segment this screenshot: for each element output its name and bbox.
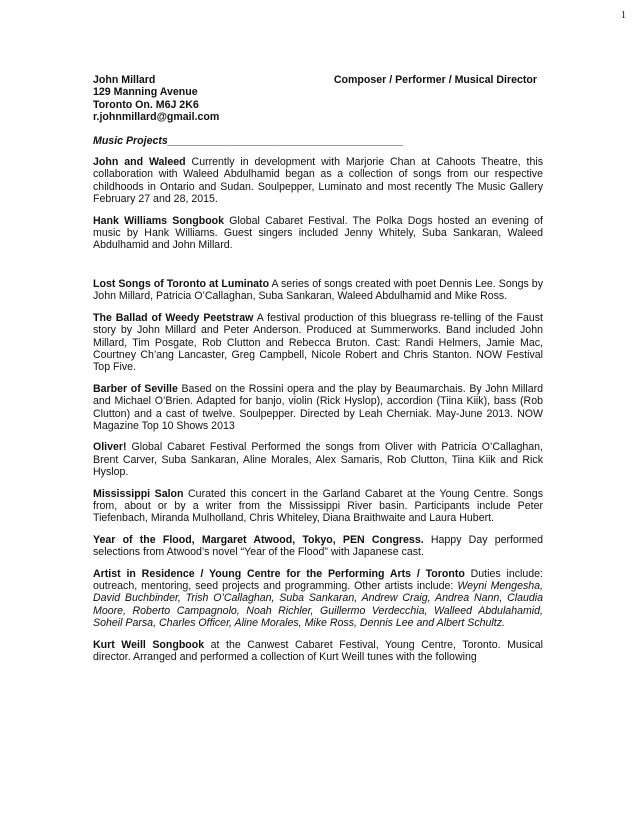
entry-hank-williams bbox=[93, 215, 543, 252]
entry-text: Global Cabaret Festival. The Polka Dogs hosted an evening of music by Hank Williams. Guest singers included Jenny Whitely, Suba Sankaran, Waleed Abdulhamid and John Millard. bbox=[93, 214, 543, 252]
address-line-2: Toronto On. M6J 2K6 bbox=[93, 98, 199, 111]
entry-mississippi-salon bbox=[93, 488, 543, 525]
entry-barber-of-seville bbox=[93, 383, 543, 433]
entry-text: Happy Day performed selections from Atwood’s novel “Year of the Flood” with Japanese cast. bbox=[93, 533, 543, 559]
email: r.johnmillard@gmail.com bbox=[93, 111, 220, 124]
entry-text: Global Cabaret Festival Performed the songs from Oliver with Patricia O’Callaghan, Brent Carver, Suba Sankaran, Aline Morales, Alex Samaris, Rob Clutton, Tiina Kiik and Rick Hyslop. bbox=[93, 441, 543, 479]
entry-title: Year of the Flood, Margaret Atwood, Tokyo, PEN Congress. bbox=[93, 533, 424, 546]
entry-text: at the Canwest Cabaret Festival, Young Centre, Toronto. Musical director. Arranged and performed a collection of Kurt Weill tunes with the following bbox=[93, 638, 543, 664]
entry-kurt-weill bbox=[93, 639, 543, 664]
entry-title: The Ballad of Weedy Peetstraw bbox=[93, 311, 254, 324]
entry-text: Based on the Rossini opera and the play by Beaumarchais. By John Millard and Michael O’Brien. Adapted for banjo, violin (Rick Hyslop), accordion (Tiina Kiik), bass (Rob Clutton) and a cast of twelve. Soulpepper. Directed by Leah Cherniak. May-June 2013. NOW Magazine Top 10 Shows 2013 bbox=[93, 382, 544, 432]
resume-body bbox=[93, 74, 543, 663]
entry-text: Duties include: outreach, mentoring, seed projects and programming. Other artists include: bbox=[93, 567, 543, 592]
section-heading: Music Projects________________________________________ bbox=[93, 134, 404, 147]
entry-weedy-peetstraw bbox=[93, 312, 543, 374]
address-line-1: 129 Manning Avenue bbox=[93, 86, 198, 99]
author-name: John Millard bbox=[93, 74, 156, 86]
entry-title: Artist in Residence / Young Centre for the Performing Arts / Toronto bbox=[93, 567, 465, 580]
entry-lost-songs bbox=[93, 278, 543, 303]
entry-title: Oliver! bbox=[93, 441, 127, 454]
entry-title: Barber of Seville bbox=[93, 382, 178, 395]
entry-title: Kurt Weill Songbook bbox=[93, 638, 205, 651]
author-role: Composer / Performer / Musical Director bbox=[333, 74, 537, 86]
page-number: 1 bbox=[621, 10, 626, 21]
artist-names: Weyni Mengesha, David Buchbinder, Trish O’Callaghan, Suba Sankaran, Andrew Craig, Andrea Nann, Claudia Moore, Roberto Campagnolo, Noah Richler, Guillermo Verdecchia, Walleed Abdulahamid, Soheil Parsa, Charles Officer, Aline Morales, Mike Ross, Dennis Lee and Albert Schultz. bbox=[93, 580, 543, 630]
header-row bbox=[93, 74, 543, 86]
entry-title: John and Waleed bbox=[93, 156, 186, 169]
entry-title: Mississippi Salon bbox=[93, 487, 184, 500]
entry-title: Hank Williams Songbook bbox=[93, 214, 225, 227]
entry-artist-in-residence bbox=[93, 568, 543, 630]
entry-text: A series of songs created with poet Dennis Lee. Songs by John Millard, Patricia O’Callaghan, Suba Sankaran, Waleed Abdulhamid and Mike Ross. bbox=[93, 277, 543, 303]
entry-john-and-waleed bbox=[93, 156, 543, 206]
entry-text: Curated this concert in the Garland Cabaret at the Young Centre. Songs from, about or by a writer from the Mississippi River basin. Participants include Peter Tiefenbach, Miranda Mulholland, Chris Whiteley, Diana Braithwaite and Laura Hubert. bbox=[93, 487, 543, 525]
entry-text: A festival production of this bluegrass re-telling of the Faust story by John Millard and Peter Anderson. Produced at Summerworks. Band included John Millard, Tim Posgate, Rob Clutton and Rebecca Bruton. Cast: Randi Helmers, Jamie Mac, Courtney Ch’ang Lancaster, Greg Campbell, Nicole Robert and Chris Stanton. NOW Festival Top Five. bbox=[93, 311, 543, 374]
entry-title: Lost Songs of Toronto at Luminato bbox=[93, 277, 270, 290]
entry-text: Currently in development with Marjorie Chan at Cahoots Theatre, this collaboration with Waleed Abdulhamid began as a collection of songs from our respective childhoods in Ontario and Sudan. Soulpepper, Luminato and most recently The Music Gallery February 27 and 28, 2015. bbox=[93, 156, 543, 206]
entry-year-of-the-flood bbox=[93, 534, 543, 559]
entry-oliver bbox=[93, 441, 543, 478]
